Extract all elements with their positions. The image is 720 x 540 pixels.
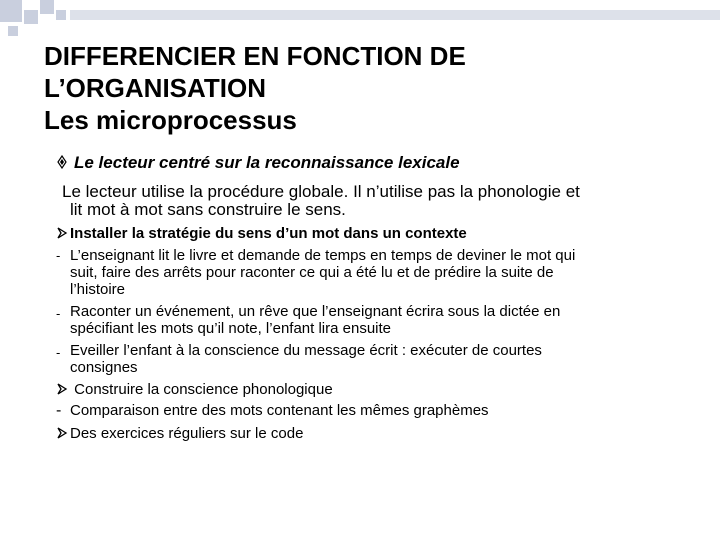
slide-title <box>44 40 684 136</box>
list-item-text <box>70 342 700 376</box>
decor-square <box>24 10 38 24</box>
list-item-text: Comparaison entre des mots contenant les mêmes graphèmes <box>70 402 489 419</box>
decorative-squares <box>0 0 720 40</box>
decor-square <box>0 0 22 22</box>
list-item-text: Installer la stratégie du sens d’un mot dans un contexte <box>70 225 467 242</box>
list-item-line: L’enseignant lit le livre et demande de temps en temps de deviner le mot qui <box>70 247 576 264</box>
section-heading: Le lecteur centré sur la reconnaissance lexicale <box>74 153 460 172</box>
list-item-text: Des exercices réguliers sur le code <box>70 425 304 442</box>
diamond-bullet-icon <box>56 155 70 169</box>
title-line: Les microprocessus <box>44 105 297 135</box>
dash-bullet: - <box>56 402 62 419</box>
dash-bullet: - <box>56 345 61 360</box>
arrow-bullet-icon <box>56 225 70 241</box>
paragraph-line: Le lecteur utilise la procédure globale. Il n’utilise pas la phonologie et <box>62 182 580 201</box>
list-item-text <box>70 303 700 337</box>
list-item-text <box>70 247 700 298</box>
list-item-line: suit, faire des arrêts pour raconter ce qui a été lu et de prédire la suite de <box>70 264 554 281</box>
arrow-bullet-icon <box>56 425 70 441</box>
decor-square <box>56 10 66 20</box>
list-item-text: Construire la conscience phonologique <box>70 381 333 398</box>
decor-square <box>40 0 54 14</box>
arrow-bullet-icon <box>56 381 70 397</box>
list-item-line: l’histoire <box>70 281 126 298</box>
list-item-line: consignes <box>70 359 138 376</box>
title-line: DIFFERENCIER EN FONCTION DE <box>44 41 466 71</box>
list-item-line: spécifiant les mots qu’il note, l’enfant lira ensuite <box>70 320 392 337</box>
title-line: L’ORGANISATION <box>44 73 266 103</box>
list-item-line: Eveiller l’enfant à la conscience du message écrit : exécuter de courtes <box>70 342 542 359</box>
list-item-line: Raconter un événement, un rêve que l’enseignant écrira sous la dictée en <box>70 303 561 320</box>
paragraph-line: lit mot à mot sans construire le sens. <box>70 200 346 219</box>
dash-bullet: - <box>56 248 61 263</box>
dash-bullet: - <box>56 306 61 321</box>
decor-square <box>8 26 18 36</box>
decor-band <box>70 10 720 20</box>
